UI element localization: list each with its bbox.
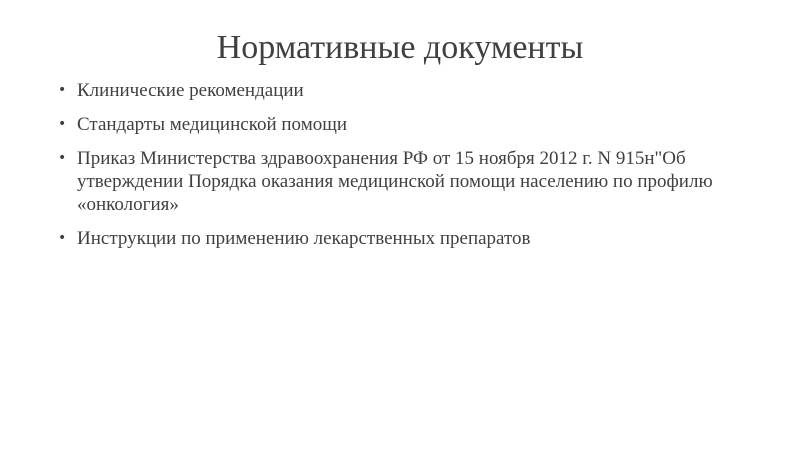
bullet-text: Приказ Министерства здравоохранения РФ от 15 ноября 2012 г. N 915н"Об утверждении Порядка оказания медицинской помощи населению по профилю «онкология» [77, 148, 713, 215]
bullet-item-drug-instructions [58, 227, 758, 250]
bullet-icon: • [58, 150, 67, 166]
bullet-list [58, 79, 758, 261]
bullet-text: Инструкции по применению лекарственных препаратов [77, 228, 531, 249]
bullet-item-clinical-guidelines [58, 79, 758, 102]
bullet-icon: • [58, 230, 67, 246]
bullet-item-ministry-order [58, 147, 758, 216]
bullet-item-care-standards [58, 113, 758, 136]
bullet-icon: • [58, 116, 67, 132]
slide-title: Нормативные документы [216, 29, 584, 66]
bullet-text: Стандарты медицинской помощи [77, 114, 348, 135]
bullet-text: Клинические рекомендации [77, 80, 304, 101]
bullet-icon: • [58, 82, 67, 98]
